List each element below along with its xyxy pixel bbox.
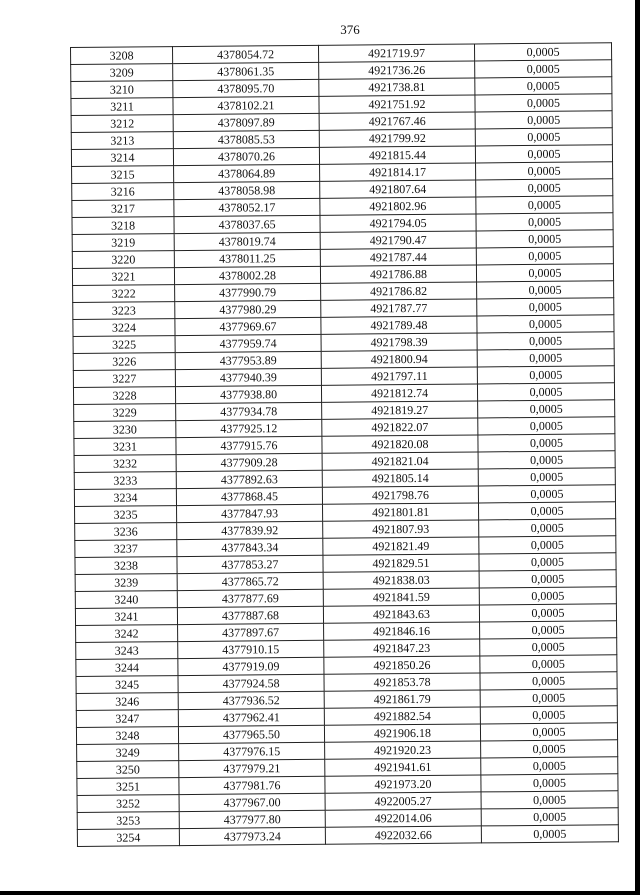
error-cell: 0,0005 — [480, 638, 617, 656]
table-row — [77, 825, 618, 847]
error-cell: 0,0005 — [479, 536, 616, 554]
y-coordinate-cell: 4922005.27 — [325, 792, 481, 810]
x-coordinate-cell: 4377969.67 — [175, 317, 321, 335]
x-coordinate-cell: 4377847.93 — [177, 504, 323, 522]
x-coordinate-cell: 4377909.28 — [176, 453, 322, 471]
y-coordinate-cell: 4921794.05 — [320, 214, 476, 232]
y-coordinate-cell: 4921798.39 — [321, 333, 477, 351]
y-coordinate-cell: 4921822.07 — [322, 418, 478, 436]
error-cell: 0,0005 — [475, 94, 612, 112]
coordinate-table — [70, 42, 619, 847]
point-number-cell: 3223 — [73, 302, 175, 320]
y-coordinate-cell: 4921843.63 — [323, 605, 479, 623]
point-number-cell: 3218 — [72, 217, 174, 235]
error-cell: 0,0005 — [477, 281, 614, 299]
point-number-cell: 3236 — [75, 523, 177, 541]
error-cell: 0,0005 — [478, 502, 615, 520]
point-number-cell: 3221 — [72, 268, 174, 286]
x-coordinate-cell: 4377887.68 — [177, 606, 323, 624]
point-number-cell: 3214 — [71, 149, 173, 167]
scan-edge-right — [635, 0, 640, 895]
y-coordinate-cell: 4921751.92 — [319, 95, 475, 113]
y-coordinate-cell: 4921820.08 — [322, 435, 478, 453]
x-coordinate-cell: 4377924.58 — [178, 674, 324, 692]
y-coordinate-cell: 4921819.27 — [322, 401, 478, 419]
x-coordinate-cell: 4377865.72 — [177, 572, 323, 590]
y-coordinate-cell: 4921846.16 — [324, 622, 480, 640]
point-number-cell: 3247 — [76, 710, 178, 728]
point-number-cell: 3235 — [75, 506, 177, 524]
y-coordinate-cell: 4921800.94 — [321, 350, 477, 368]
x-coordinate-cell: 4377936.52 — [178, 691, 324, 709]
error-cell: 0,0005 — [475, 111, 612, 129]
error-cell: 0,0005 — [477, 349, 614, 367]
error-cell: 0,0005 — [476, 179, 613, 197]
error-cell: 0,0005 — [477, 298, 614, 316]
y-coordinate-cell: 4921789.48 — [321, 316, 477, 334]
y-coordinate-cell: 4921801.81 — [323, 503, 479, 521]
coordinate-table-body — [71, 43, 619, 847]
point-number-cell: 3225 — [73, 336, 175, 354]
point-number-cell: 3252 — [77, 795, 179, 813]
error-cell: 0,0005 — [475, 60, 612, 78]
y-coordinate-cell: 4921973.20 — [325, 775, 481, 793]
x-coordinate-cell: 4378002.28 — [174, 266, 320, 284]
error-cell: 0,0005 — [480, 706, 617, 724]
point-number-cell: 3226 — [73, 353, 175, 371]
error-cell: 0,0005 — [477, 332, 614, 350]
y-coordinate-cell: 4922032.66 — [325, 826, 481, 844]
x-coordinate-cell: 4377919.09 — [178, 657, 324, 675]
point-number-cell: 3248 — [76, 727, 178, 745]
point-number-cell: 3251 — [77, 778, 179, 796]
x-coordinate-cell: 4377990.79 — [175, 283, 321, 301]
x-coordinate-cell: 4377977.80 — [179, 810, 325, 828]
y-coordinate-cell: 4922014.06 — [325, 809, 481, 827]
point-number-cell: 3239 — [75, 574, 177, 592]
point-number-cell: 3230 — [74, 421, 176, 439]
error-cell: 0,0005 — [477, 383, 614, 401]
error-cell: 0,0005 — [478, 451, 615, 469]
y-coordinate-cell: 4921786.82 — [321, 282, 477, 300]
y-coordinate-cell: 4921920.23 — [325, 741, 481, 759]
x-coordinate-cell: 4377897.67 — [178, 623, 324, 641]
y-coordinate-cell: 4921805.14 — [322, 469, 478, 487]
x-coordinate-cell: 4377910.15 — [178, 640, 324, 658]
error-cell: 0,0005 — [476, 196, 613, 214]
error-cell: 0,0005 — [480, 689, 617, 707]
error-cell: 0,0005 — [478, 417, 615, 435]
x-coordinate-cell: 4377980.29 — [175, 300, 321, 318]
x-coordinate-cell: 4377940.39 — [175, 368, 321, 386]
error-cell: 0,0005 — [479, 553, 616, 571]
point-number-cell: 3209 — [71, 64, 173, 82]
error-cell: 0,0005 — [480, 655, 617, 673]
x-coordinate-cell: 4377976.15 — [179, 742, 325, 760]
error-cell: 0,0005 — [476, 230, 613, 248]
x-coordinate-cell: 4377915.76 — [176, 436, 322, 454]
y-coordinate-cell: 4921807.64 — [320, 180, 476, 198]
error-cell: 0,0005 — [477, 366, 614, 384]
y-coordinate-cell: 4921812.74 — [321, 384, 477, 402]
y-coordinate-cell: 4921838.03 — [323, 571, 479, 589]
y-coordinate-cell: 4921821.49 — [323, 537, 479, 555]
y-coordinate-cell: 4921787.77 — [321, 299, 477, 317]
point-number-cell: 3244 — [76, 659, 178, 677]
x-coordinate-cell: 4377973.24 — [179, 827, 325, 845]
y-coordinate-cell: 4921719.97 — [318, 44, 474, 62]
x-coordinate-cell: 4378095.70 — [173, 79, 319, 97]
x-coordinate-cell: 4378019.74 — [174, 232, 320, 250]
x-coordinate-cell: 4378070.26 — [173, 147, 319, 165]
x-coordinate-cell: 4378037.65 — [174, 215, 320, 233]
error-cell: 0,0005 — [481, 740, 618, 758]
point-number-cell: 3237 — [75, 540, 177, 558]
point-number-cell: 3232 — [74, 455, 176, 473]
y-coordinate-cell: 4921798.76 — [322, 486, 478, 504]
error-cell: 0,0005 — [478, 400, 615, 418]
x-coordinate-cell: 4378097.89 — [173, 113, 319, 131]
error-cell: 0,0005 — [479, 519, 616, 537]
x-coordinate-cell: 4378058.98 — [174, 181, 320, 199]
x-coordinate-cell: 4378054.72 — [173, 45, 319, 63]
error-cell: 0,0005 — [476, 264, 613, 282]
error-cell: 0,0005 — [480, 621, 617, 639]
point-number-cell: 3241 — [75, 608, 177, 626]
error-cell: 0,0005 — [478, 485, 615, 503]
y-coordinate-cell: 4921847.23 — [324, 639, 480, 657]
point-number-cell: 3219 — [72, 234, 174, 252]
error-cell: 0,0005 — [480, 672, 617, 690]
x-coordinate-cell: 4377953.89 — [175, 351, 321, 369]
error-cell: 0,0005 — [475, 77, 612, 95]
x-coordinate-cell: 4377967.00 — [179, 793, 325, 811]
error-cell: 0,0005 — [478, 468, 615, 486]
y-coordinate-cell: 4921815.44 — [319, 146, 475, 164]
point-number-cell: 3215 — [72, 166, 174, 184]
x-coordinate-cell: 4377965.50 — [178, 725, 324, 743]
point-number-cell: 3210 — [71, 81, 173, 99]
y-coordinate-cell: 4921786.88 — [320, 265, 476, 283]
error-cell: 0,0005 — [480, 723, 617, 741]
error-cell: 0,0005 — [479, 570, 616, 588]
error-cell: 0,0005 — [476, 162, 613, 180]
error-cell: 0,0005 — [479, 604, 616, 622]
page-number: 376 — [340, 22, 360, 37]
point-number-cell: 3228 — [73, 387, 175, 405]
y-coordinate-cell: 4921882.54 — [324, 707, 480, 725]
y-coordinate-cell: 4921906.18 — [324, 724, 480, 742]
x-coordinate-cell: 4377962.41 — [178, 708, 324, 726]
point-number-cell: 3240 — [75, 591, 177, 609]
point-number-cell: 3245 — [76, 676, 178, 694]
point-number-cell: 3212 — [71, 115, 173, 133]
x-coordinate-cell: 4377938.80 — [175, 385, 321, 403]
point-number-cell: 3243 — [76, 642, 178, 660]
y-coordinate-cell: 4921738.81 — [319, 78, 475, 96]
y-coordinate-cell: 4921841.59 — [323, 588, 479, 606]
point-number-cell: 3254 — [77, 829, 179, 847]
x-coordinate-cell: 4377981.76 — [179, 776, 325, 794]
error-cell: 0,0005 — [476, 247, 613, 265]
y-coordinate-cell: 4921829.51 — [323, 554, 479, 572]
x-coordinate-cell: 4377853.27 — [177, 555, 323, 573]
point-number-cell: 3250 — [77, 761, 179, 779]
y-coordinate-cell: 4921767.46 — [319, 112, 475, 130]
x-coordinate-cell: 4377843.34 — [177, 538, 323, 556]
point-number-cell: 3249 — [77, 744, 179, 762]
point-number-cell: 3220 — [72, 251, 174, 269]
point-number-cell: 3217 — [72, 200, 174, 218]
error-cell: 0,0005 — [476, 213, 613, 231]
point-number-cell: 3229 — [74, 404, 176, 422]
point-number-cell: 3238 — [75, 557, 177, 575]
point-number-cell: 3233 — [74, 472, 176, 490]
x-coordinate-cell: 4377839.92 — [177, 521, 323, 539]
point-number-cell: 3242 — [76, 625, 178, 643]
error-cell: 0,0005 — [479, 587, 616, 605]
x-coordinate-cell: 4377925.12 — [176, 419, 322, 437]
point-number-cell: 3246 — [76, 693, 178, 711]
error-cell: 0,0005 — [481, 808, 618, 826]
x-coordinate-cell: 4377959.74 — [175, 334, 321, 352]
y-coordinate-cell: 4921787.44 — [320, 248, 476, 266]
error-cell: 0,0005 — [481, 825, 618, 843]
y-coordinate-cell: 4921853.78 — [324, 673, 480, 691]
y-coordinate-cell: 4921941.61 — [325, 758, 481, 776]
point-number-cell: 3213 — [71, 132, 173, 150]
coordinate-table-container — [70, 42, 619, 847]
y-coordinate-cell: 4921736.26 — [319, 61, 475, 79]
y-coordinate-cell: 4921850.26 — [324, 656, 480, 674]
y-coordinate-cell: 4921821.04 — [322, 452, 478, 470]
point-number-cell: 3222 — [73, 285, 175, 303]
x-coordinate-cell: 4378052.17 — [174, 198, 320, 216]
point-number-cell: 3208 — [71, 47, 173, 65]
error-cell: 0,0005 — [478, 434, 615, 452]
point-number-cell: 3253 — [77, 812, 179, 830]
error-cell: 0,0005 — [481, 757, 618, 775]
x-coordinate-cell: 4377877.69 — [177, 589, 323, 607]
error-cell: 0,0005 — [474, 43, 611, 61]
y-coordinate-cell: 4921807.93 — [323, 520, 479, 538]
y-coordinate-cell: 4921814.17 — [320, 163, 476, 181]
point-number-cell: 3211 — [71, 98, 173, 116]
point-number-cell: 3234 — [74, 489, 176, 507]
point-number-cell: 3231 — [74, 438, 176, 456]
error-cell: 0,0005 — [475, 128, 612, 146]
x-coordinate-cell: 4377868.45 — [176, 487, 322, 505]
x-coordinate-cell: 4378102.21 — [173, 96, 319, 114]
error-cell: 0,0005 — [475, 145, 612, 163]
x-coordinate-cell: 4377934.78 — [176, 402, 322, 420]
error-cell: 0,0005 — [481, 791, 618, 809]
error-cell: 0,0005 — [481, 774, 618, 792]
y-coordinate-cell: 4921861.79 — [324, 690, 480, 708]
x-coordinate-cell: 4378061.35 — [173, 62, 319, 80]
y-coordinate-cell: 4921797.11 — [321, 367, 477, 385]
y-coordinate-cell: 4921802.96 — [320, 197, 476, 215]
point-number-cell: 3227 — [73, 370, 175, 388]
x-coordinate-cell: 4378064.89 — [174, 164, 320, 182]
x-coordinate-cell: 4378011.25 — [174, 249, 320, 267]
point-number-cell: 3216 — [72, 183, 174, 201]
scan-edge-bottom — [0, 891, 640, 895]
x-coordinate-cell: 4377979.21 — [179, 759, 325, 777]
point-number-cell: 3224 — [73, 319, 175, 337]
x-coordinate-cell: 4378085.53 — [173, 130, 319, 148]
y-coordinate-cell: 4921790.47 — [320, 231, 476, 249]
y-coordinate-cell: 4921799.92 — [319, 129, 475, 147]
error-cell: 0,0005 — [477, 315, 614, 333]
x-coordinate-cell: 4377892.63 — [176, 470, 322, 488]
